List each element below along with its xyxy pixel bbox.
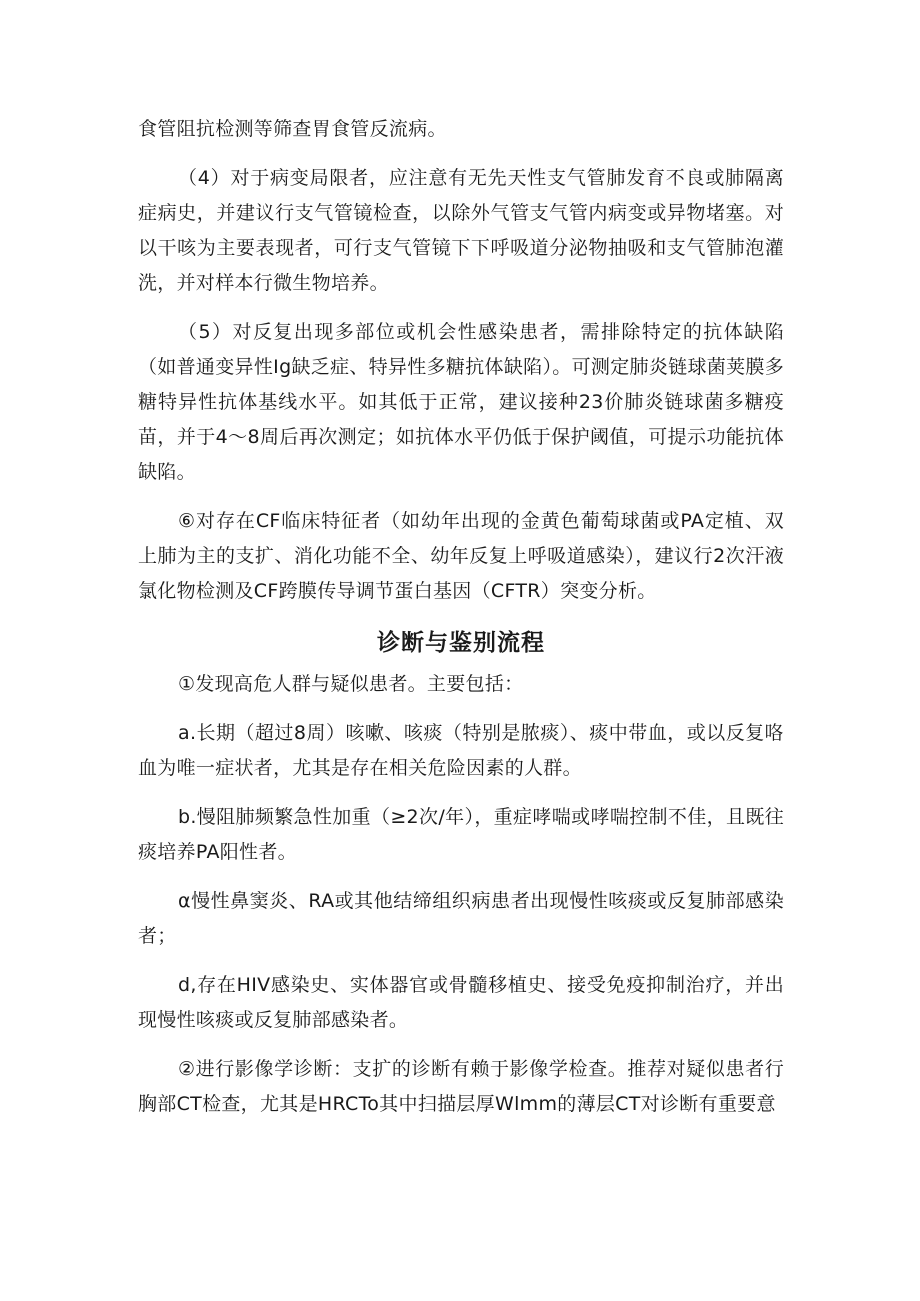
paragraph-item-d: d,存在HIV感染史、实体器官或骨髓移植史、接受免疫抑制治疗，并出现慢性咳痰或反复肺部感染者。 (138, 974, 784, 1031)
paragraph-item-b: b.慢阻肺频繁急性加重（≥2次/年），重症哮喘或哮喘控制不佳，且既往痰培养PA阳性者。 (138, 806, 784, 863)
paragraph-item-5: （5）对反复出现多部位或机会性感染患者，需排除特定的抗体缺陷（如普通变异性Ig缺乏症、特异性多糖抗体缺陷）。可测定肺炎链球菌荚膜多糖特异性抗体基线水平。如其低于正常，建议接种23价肺炎链球菌多糖疫苗，并于4～8周后再次测定；如抗体水平仍低于保护阈值，可提示功能抗体缺陷。 (138, 321, 784, 483)
paragraph-step-2: ②进行影像学诊断：支扩的诊断有赖于影像学检查。推荐对疑似患者行胸部CT检查，尤其是HRCTo其中扫描层厚Wlmm的薄层CT对诊断有重要意 (138, 1058, 784, 1115)
document-page (138, 112, 784, 1136)
paragraph-item-4: （4）对于病变局限者，应注意有无先天性支气管肺发育不良或肺隔离症病史，并建议行支气管镜检查，以除外气管支气管内病变或异物堵塞。对以干咳为主要表现者，可行支气管镜下下呼吸道分泌物抽吸和支气管肺泡灌洗，并对样本行微生物培养。 (138, 167, 784, 294)
section-heading: 诊断与鉴别流程 (377, 630, 545, 656)
paragraph-step-1: ①发现高危人群与疑似患者。主要包括： (178, 673, 524, 695)
paragraph-continuation: 食管阻抗检测等筛查胃食管反流病。 (138, 118, 447, 140)
paragraph-item-c: α慢性鼻窦炎、RA或其他结缔组织病患者出现慢性咳痰或反复肺部感染者； (138, 890, 784, 947)
paragraph-item-6: ⑥对存在CF临床特征者（如幼年出现的金黄色葡萄球菌或PA定植、双上肺为主的支扩、消化功能不全、幼年反复上呼吸道感染），建议行2次汗液氯化物检测及CF跨膜传导调节蛋白基因（CFTR）突变分析。 (138, 510, 784, 602)
paragraph-item-a: a.长期（超过8周）咳嗽、咳痰（特别是脓痰）、痰中带血，或以反复咯血为唯一症状者，尤其是存在相关危险因素的人群。 (138, 722, 784, 779)
